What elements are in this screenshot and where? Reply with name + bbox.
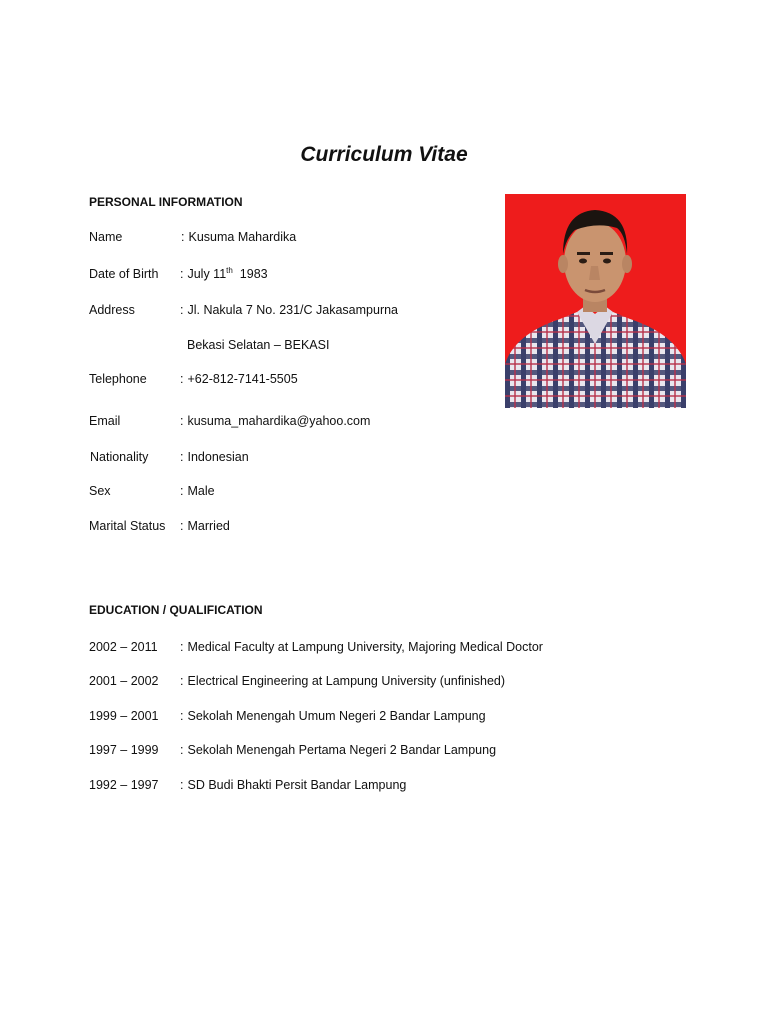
- email-row: Email : kusuma_mahardika@yahoo.com: [89, 414, 371, 428]
- address-line2: Bekasi Selatan – BEKASI: [187, 338, 330, 352]
- sex-label: Sex: [89, 484, 111, 498]
- sex-row: Sex : Male: [89, 484, 215, 498]
- marital-status-value: Married: [187, 519, 230, 533]
- dob-row: Date of Birth : July 11th 1983: [89, 265, 268, 281]
- marital-status-label: Marital Status: [89, 519, 166, 533]
- education-item: 2001 – 2002 : Electrical Engineering at Lampung University (unfinished): [89, 674, 506, 688]
- telephone-value: +62-812-7141-5505: [187, 372, 298, 386]
- education-period: 2002 – 2011: [89, 640, 158, 654]
- name-value: Kusuma Mahardika: [188, 230, 297, 244]
- portrait-image: [505, 194, 686, 408]
- email-label: Email: [89, 414, 121, 428]
- education-period: 1999 – 2001: [89, 709, 159, 723]
- document-title: Curriculum Vitae: [300, 143, 468, 166]
- education-period: 1992 – 1997: [89, 778, 159, 792]
- telephone-label: Telephone: [89, 372, 147, 386]
- nationality-value: Indonesian: [187, 450, 249, 464]
- marital-status-row: Marital Status : Married: [89, 519, 230, 533]
- address-line2-row: [89, 336, 509, 354]
- education-description: Medical Faculty at Lampung University, Majoring Medical Doctor: [187, 640, 543, 654]
- education-item: 1999 – 2001 : Sekolah Menengah Umum Negeri 2 Bandar Lampung: [89, 709, 486, 723]
- education-period: 1997 – 1999: [89, 743, 159, 757]
- address-label: Address: [89, 303, 135, 317]
- personal-information-heading: PERSONAL INFORMATION: [89, 195, 243, 209]
- profile-photo: [505, 194, 686, 408]
- address-row: Address : Jl. Nakula 7 No. 231/C Jakasampurna: [89, 303, 399, 317]
- education-description: Sekolah Menengah Umum Negeri 2 Bandar Lampung: [187, 709, 486, 723]
- education-item: 1997 – 1999 : Sekolah Menengah Pertama Negeri 2 Bandar Lampung: [89, 743, 497, 757]
- nationality-row: Nationality : Indonesian: [90, 450, 249, 464]
- education-description: SD Budi Bhakti Persit Bandar Lampung: [187, 778, 407, 792]
- telephone-row: Telephone : +62-812-7141-5505: [89, 372, 298, 386]
- name-label: Name: [89, 230, 123, 244]
- address-line1: Jl. Nakula 7 No. 231/C Jakasampurna: [187, 303, 399, 317]
- education-description: Sekolah Menengah Pertama Negeri 2 Bandar Lampung: [187, 743, 497, 757]
- education-heading: EDUCATION / QUALIFICATION: [89, 603, 263, 617]
- sex-value: Male: [187, 484, 215, 498]
- dob-value: July 11th 1983: [187, 265, 268, 281]
- education-item: 1992 – 1997 : SD Budi Bhakti Persit Bandar Lampung: [89, 778, 407, 792]
- education-period: 2001 – 2002: [89, 674, 159, 688]
- email-value: kusuma_mahardika@yahoo.com: [187, 414, 371, 428]
- name-row: Name : Kusuma Mahardika: [89, 230, 297, 244]
- dob-label: Date of Birth: [89, 267, 159, 281]
- education-description: Electrical Engineering at Lampung University (unfinished): [187, 674, 506, 688]
- nationality-label: Nationality: [90, 450, 149, 464]
- education-item: 2002 – 2011 : Medical Faculty at Lampung University, Majoring Medical Doctor: [89, 640, 543, 654]
